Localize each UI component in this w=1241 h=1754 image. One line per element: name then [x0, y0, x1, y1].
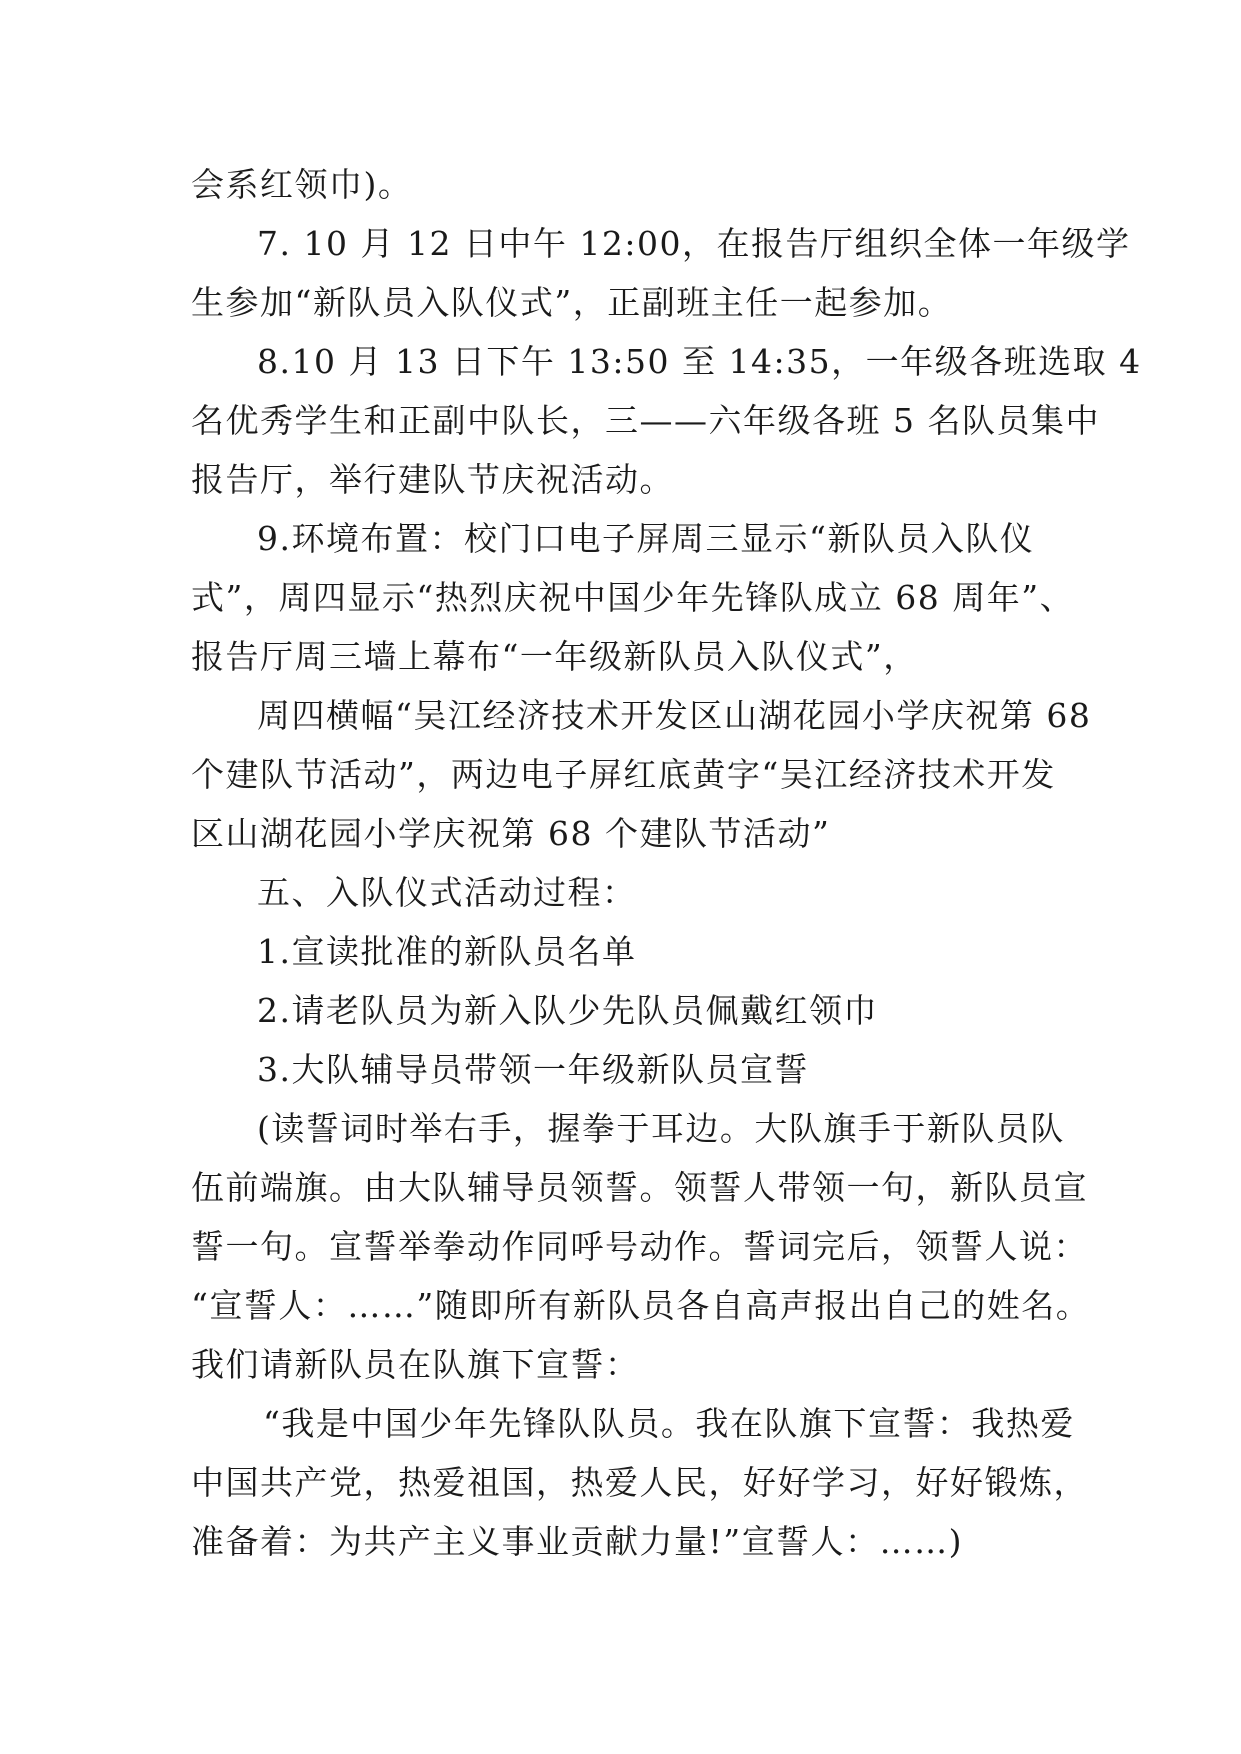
text-line: 个建队节活动”，两边电子屏红底黄字“吴江经济技术开发 [191, 755, 1056, 794]
section-heading: 五、入队仪式活动过程： [257, 873, 637, 912]
document-body [191, 155, 1142, 1571]
text-line: (读誓词时举右手，握拳于耳边。大队旗手于新队员队 [257, 1109, 1065, 1148]
text-line: 8.10 月 13 日下午 13:50 至 14:35，一年级各班选取 4 [257, 342, 1142, 381]
list-item: 1.宣读批准的新队员名单 [257, 932, 637, 971]
text-line: 伍前端旗。由大队辅导员领誓。领誓人带领一句，新队员宣 [191, 1168, 1088, 1207]
text-line: 报告厅周三墙上幕布“一年级新队员入队仪式”， [191, 637, 918, 676]
oath-line: 中国共产党，热爱祖国，热爱人民，好好学习，好好锻炼， [191, 1463, 1088, 1502]
text-line: 式”，周四显示“热烈庆祝中国少年先锋队成立 68 周年”、 [191, 578, 1075, 617]
oath-line: 准备着：为共产主义事业贡献力量!”宣誓人：……) [191, 1522, 964, 1561]
text-line: 会系红领巾)。 [191, 165, 413, 204]
text-line: 生参加“新队员入队仪式”，正副班主任一起参加。 [191, 283, 953, 322]
text-line: 报告厅，举行建队节庆祝活动。 [191, 460, 674, 499]
list-item: 2.请老队员为新入队少先队员佩戴红领巾 [257, 991, 878, 1030]
oath-line: “我是中国少年先锋队队员。我在队旗下宣誓：我热爱 [263, 1404, 1075, 1443]
text-line: 誓一句。宣誓举拳动作同呼号动作。誓词完后，领誓人说： [191, 1227, 1088, 1266]
text-line: 周四横幅“吴江经济技术开发区山湖花园小学庆祝第 68 [257, 696, 1092, 735]
text-line: 9.环境布置：校门口电子屏周三显示“新队员入队仪 [257, 519, 1035, 558]
text-line: “宣誓人：……”随即所有新队员各自高声报出自己的姓名。 [191, 1286, 1091, 1325]
text-line: 7. 10 月 12 日中午 12:00，在报告厅组织全体一年级学 [257, 224, 1131, 263]
list-item: 3.大队辅导员带领一年级新队员宣誓 [257, 1050, 809, 1089]
text-line: 名优秀学生和正副中队长，三——六年级各班 5 名队员集中 [191, 401, 1100, 440]
text-line: 我们请新队员在队旗下宣誓： [191, 1345, 640, 1384]
text-line: 区山湖花园小学庆祝第 68 个建队节活动” [191, 814, 831, 853]
